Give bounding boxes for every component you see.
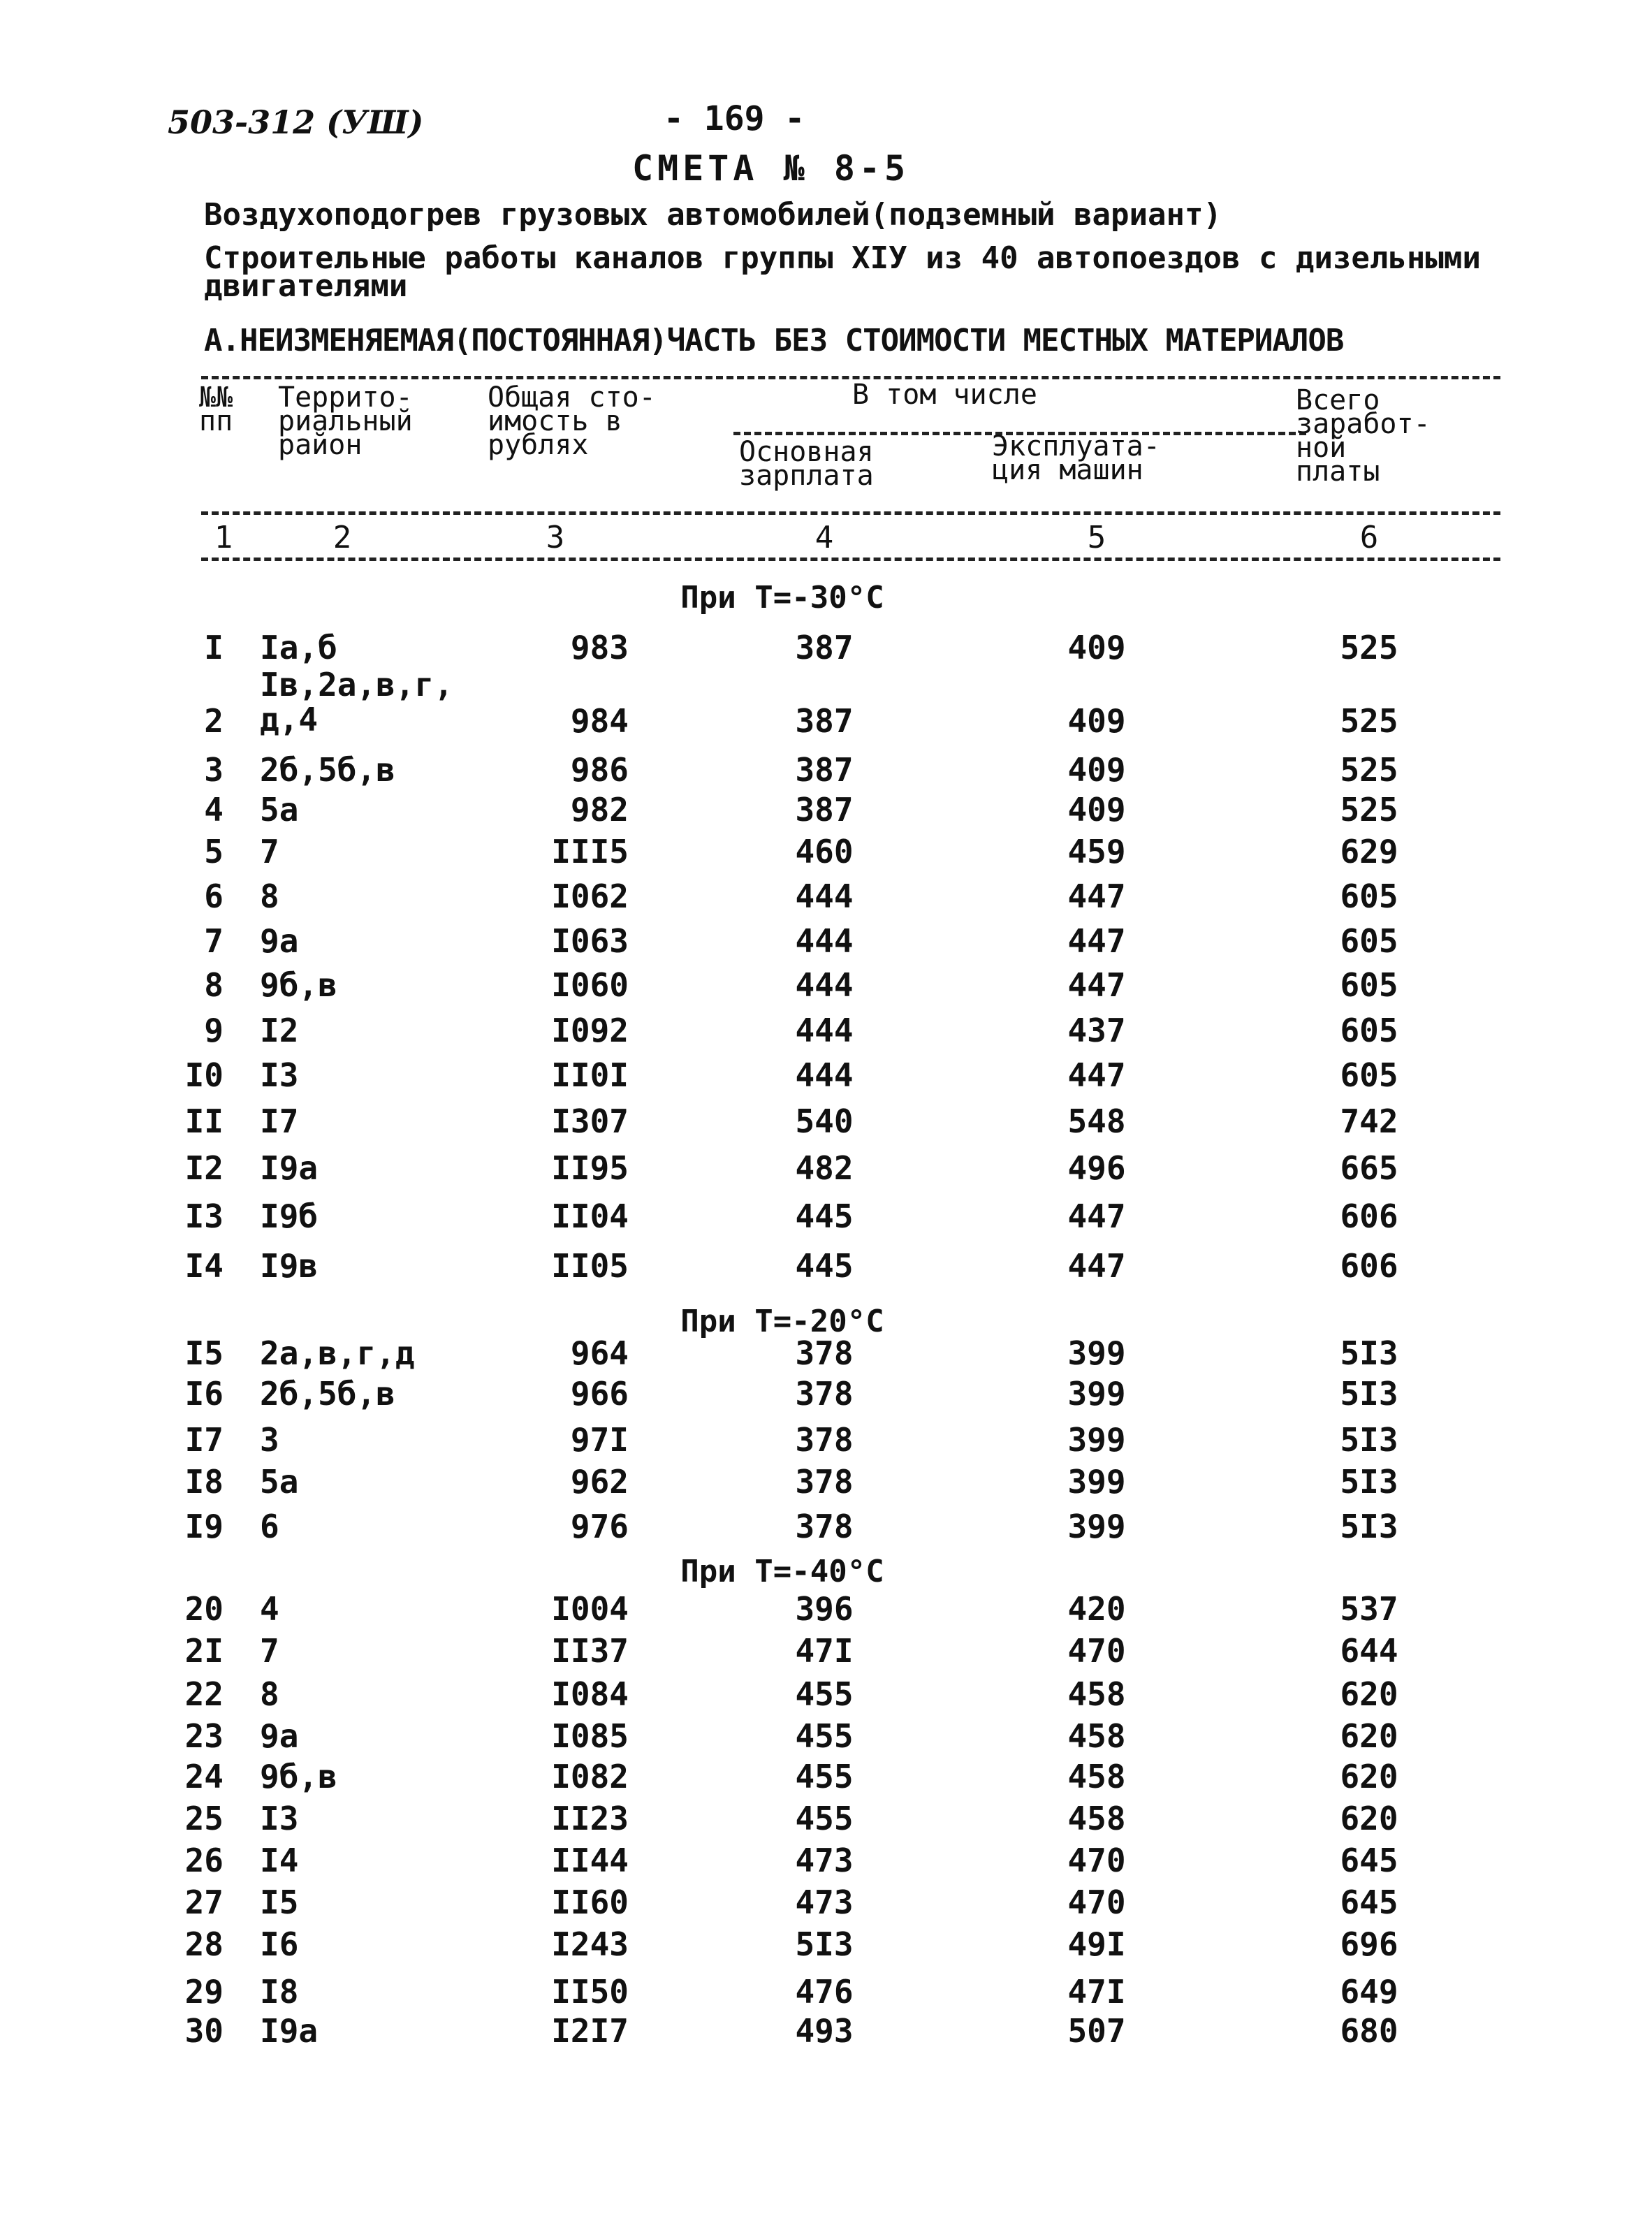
table-cell: 525 bbox=[1340, 751, 1398, 789]
table-cell: 605 bbox=[1340, 1012, 1398, 1049]
table-row bbox=[0, 966, 1652, 1008]
section-heading: А.НЕИЗМЕНЯЕМАЯ(ПОСТОЯННАЯ)ЧАСТЬ БЕЗ СТОИМОСТИ МЕСТНЫХ МАТЕРИАЛОВ bbox=[204, 323, 1344, 358]
table-cell: 399 bbox=[1067, 1508, 1126, 1545]
table-cell: 409 bbox=[1067, 629, 1126, 666]
table-cell: 458 bbox=[1067, 1717, 1126, 1755]
table-row bbox=[0, 877, 1652, 919]
table-cell: 2б,5б,в bbox=[260, 751, 395, 789]
table-cell: 605 bbox=[1340, 966, 1398, 1004]
table-cell: 409 bbox=[1067, 702, 1126, 740]
table-cell: 986 bbox=[570, 751, 629, 789]
table-cell: 964 bbox=[570, 1334, 629, 1372]
table-cell: 645 bbox=[1340, 1842, 1398, 1879]
table-cell: I085 bbox=[551, 1717, 629, 1755]
table-cell: 525 bbox=[1340, 791, 1398, 829]
header-bottom-rule bbox=[201, 511, 1500, 515]
table-cell: II50 bbox=[551, 1973, 629, 2011]
table-cell: II95 bbox=[551, 1149, 629, 1187]
table-cell: I3 bbox=[260, 1056, 299, 1094]
table-row bbox=[0, 1758, 1652, 1800]
table-cell: 437 bbox=[1067, 1012, 1126, 1049]
table-cell: 5а bbox=[260, 791, 299, 829]
document-code bbox=[168, 103, 423, 141]
table-cell: 399 bbox=[1067, 1334, 1126, 1372]
table-row bbox=[0, 922, 1652, 964]
table-cell: 966 bbox=[570, 1375, 629, 1413]
table-cell: 447 bbox=[1067, 1247, 1126, 1285]
header-total-cost: Общая сто- имость в рублях bbox=[488, 381, 656, 461]
table-cell: 493 bbox=[795, 2012, 854, 2050]
table-cell: I063 bbox=[551, 922, 629, 960]
table-cell: 387 bbox=[795, 791, 854, 829]
table-row bbox=[0, 1717, 1652, 1759]
column-number-6: 6 bbox=[1359, 520, 1379, 555]
table-cell: 620 bbox=[1340, 1800, 1398, 1837]
table-cell: 444 bbox=[795, 877, 854, 915]
table-cell: II bbox=[184, 1102, 224, 1140]
table-cell: 629 bbox=[1340, 833, 1398, 870]
table-cell: 458 bbox=[1067, 1758, 1126, 1795]
table-cell: 447 bbox=[1067, 1056, 1126, 1094]
table-cell: 20 bbox=[184, 1590, 224, 1628]
column-number-4: 4 bbox=[814, 520, 834, 555]
table-cell: 5а bbox=[260, 1463, 299, 1501]
table-cell: 6 bbox=[260, 1508, 279, 1545]
table-cell: 24 bbox=[184, 1758, 224, 1795]
table-cell: 30 bbox=[184, 2012, 224, 2050]
table-cell: I9в bbox=[260, 1247, 319, 1285]
table-cell: 962 bbox=[570, 1463, 629, 1501]
table-cell: 460 bbox=[795, 833, 854, 870]
table-cell: 470 bbox=[1067, 1883, 1126, 1921]
table-cell: I6 bbox=[184, 1375, 224, 1413]
table-cell: 9 bbox=[204, 1012, 224, 1049]
colnum-bottom-rule bbox=[201, 558, 1500, 561]
table-row bbox=[0, 1197, 1652, 1239]
table-cell: 645 bbox=[1340, 1883, 1398, 1921]
table-cell: 476 bbox=[795, 1973, 854, 2011]
column-number-5: 5 bbox=[1087, 520, 1106, 555]
table-cell: 378 bbox=[795, 1375, 854, 1413]
table-cell: Iв,2а,в,г, д,4 bbox=[260, 666, 453, 738]
table-row bbox=[0, 1590, 1652, 1632]
temperature-group-label: При Т=-20°С bbox=[680, 1304, 884, 1339]
table-cell: I6 bbox=[260, 1925, 299, 1963]
table-cell: 4 bbox=[260, 1590, 279, 1628]
table-cell: 482 bbox=[795, 1149, 854, 1187]
table-row bbox=[0, 1463, 1652, 1505]
table-row bbox=[0, 791, 1652, 833]
table-cell: 5I3 bbox=[1340, 1334, 1398, 1372]
page-number: - 169 - bbox=[664, 99, 805, 138]
table-cell: 445 bbox=[795, 1247, 854, 1285]
table-cell: I4 bbox=[260, 1842, 299, 1879]
table-cell: 455 bbox=[795, 1675, 854, 1713]
table-cell: 444 bbox=[795, 1056, 854, 1094]
document-code-number: 503-312 bbox=[168, 103, 316, 141]
table-cell: 9а bbox=[260, 1717, 299, 1755]
table-cell: 409 bbox=[1067, 791, 1126, 829]
table-cell: 696 bbox=[1340, 1925, 1398, 1963]
table-cell: 605 bbox=[1340, 922, 1398, 960]
header-machine-operation: Эксплуата- ция машин bbox=[992, 430, 1160, 486]
table-cell: 458 bbox=[1067, 1675, 1126, 1713]
table-cell: 606 bbox=[1340, 1197, 1398, 1235]
table-cell: I5 bbox=[260, 1883, 299, 1921]
table-cell: 455 bbox=[795, 1717, 854, 1755]
table-cell: 23 bbox=[184, 1717, 224, 1755]
table-cell: 983 bbox=[570, 629, 629, 666]
table-cell: 984 bbox=[570, 702, 629, 740]
table-cell: I092 bbox=[551, 1012, 629, 1049]
table-row bbox=[0, 666, 1652, 744]
table-cell: 459 bbox=[1067, 833, 1126, 870]
table-row bbox=[0, 1632, 1652, 1674]
table-cell: I2 bbox=[260, 1012, 299, 1049]
table-row bbox=[0, 1925, 1652, 1967]
table-cell: Iа,б bbox=[260, 629, 337, 666]
table-cell: 455 bbox=[795, 1800, 854, 1837]
table-cell: 2I bbox=[184, 1632, 224, 1670]
table-cell: 742 bbox=[1340, 1102, 1398, 1140]
table-cell: 399 bbox=[1067, 1421, 1126, 1459]
table-cell: I004 bbox=[551, 1590, 629, 1628]
header-total-wage: Всего заработ- ной платы bbox=[1296, 384, 1431, 488]
table-cell: I5 bbox=[184, 1334, 224, 1372]
table-cell: 5I3 bbox=[1340, 1463, 1398, 1501]
table-cell: II37 bbox=[551, 1632, 629, 1670]
table-cell: II04 bbox=[551, 1197, 629, 1235]
table-cell: 665 bbox=[1340, 1149, 1398, 1187]
table-cell: 399 bbox=[1067, 1375, 1126, 1413]
works-description: Строительные работы каналов группы XIУ из 40 автопоездов с дизельными двигателями bbox=[204, 240, 1481, 304]
table-cell: I7 bbox=[260, 1102, 299, 1140]
table-cell: II23 bbox=[551, 1800, 629, 1837]
table-cell: I7 bbox=[184, 1421, 224, 1459]
table-cell: 29 bbox=[184, 1973, 224, 2011]
table-cell: 473 bbox=[795, 1842, 854, 1879]
header-num: №№ пп bbox=[199, 381, 233, 437]
column-number-2: 2 bbox=[332, 520, 352, 555]
table-cell: 680 bbox=[1340, 2012, 1398, 2050]
table-cell: I9б bbox=[260, 1197, 319, 1235]
table-cell: 620 bbox=[1340, 1675, 1398, 1713]
table-cell: 9б,в bbox=[260, 1758, 337, 1795]
table-cell: 444 bbox=[795, 1012, 854, 1049]
table-row bbox=[0, 1102, 1652, 1144]
table-cell: 420 bbox=[1067, 1590, 1126, 1628]
table-cell: 5I3 bbox=[1340, 1375, 1398, 1413]
table-cell: 47I bbox=[795, 1632, 854, 1670]
table-row bbox=[0, 1056, 1652, 1098]
table-row bbox=[0, 2012, 1652, 2054]
table-cell: 27 bbox=[184, 1883, 224, 1921]
table-cell: 605 bbox=[1340, 877, 1398, 915]
table-cell: 444 bbox=[795, 966, 854, 1004]
temperature-group-label: При Т=-30°С bbox=[680, 580, 884, 615]
table-cell: I082 bbox=[551, 1758, 629, 1795]
table-cell: I8 bbox=[184, 1463, 224, 1501]
table-cell: 982 bbox=[570, 791, 629, 829]
table-row bbox=[0, 1375, 1652, 1417]
table-cell: 2а,в,г,д bbox=[260, 1334, 415, 1372]
table-cell: 620 bbox=[1340, 1758, 1398, 1795]
table-cell: 47I bbox=[1067, 1973, 1126, 2011]
table-cell: 9а bbox=[260, 922, 299, 960]
table-cell: 605 bbox=[1340, 1056, 1398, 1094]
table-cell: 387 bbox=[795, 751, 854, 789]
table-cell: 399 bbox=[1067, 1463, 1126, 1501]
table-top-rule bbox=[201, 376, 1500, 379]
table-cell: I062 bbox=[551, 877, 629, 915]
table-cell: 8 bbox=[204, 966, 224, 1004]
table-cell: 2 bbox=[204, 702, 224, 740]
table-cell: 525 bbox=[1340, 702, 1398, 740]
table-row bbox=[0, 1675, 1652, 1717]
table-cell: 525 bbox=[1340, 629, 1398, 666]
table-cell: 447 bbox=[1067, 966, 1126, 1004]
estimate-title: СМЕТА № 8-5 bbox=[632, 148, 910, 189]
table-cell: 447 bbox=[1067, 877, 1126, 915]
table-cell: 8 bbox=[260, 877, 279, 915]
table-cell: 496 bbox=[1067, 1149, 1126, 1187]
table-cell: 8 bbox=[260, 1675, 279, 1713]
table-row bbox=[0, 1012, 1652, 1054]
table-cell: 7 bbox=[260, 833, 279, 870]
table-cell: 473 bbox=[795, 1883, 854, 1921]
table-cell: 25 bbox=[184, 1800, 224, 1837]
table-cell: 5I3 bbox=[1340, 1508, 1398, 1545]
table-cell: 4 bbox=[204, 791, 224, 829]
table-cell: 455 bbox=[795, 1758, 854, 1795]
table-cell: 537 bbox=[1340, 1590, 1398, 1628]
table-cell: I3 bbox=[184, 1197, 224, 1235]
table-row bbox=[0, 751, 1652, 793]
table-cell: 548 bbox=[1067, 1102, 1126, 1140]
table-cell: II44 bbox=[551, 1842, 629, 1879]
table-cell: 5I3 bbox=[795, 1925, 854, 1963]
header-base-wage: Основная зарплата bbox=[739, 436, 874, 492]
table-row bbox=[0, 833, 1652, 875]
table-cell: 7 bbox=[260, 1632, 279, 1670]
table-row bbox=[0, 1421, 1652, 1463]
table-cell: 22 bbox=[184, 1675, 224, 1713]
header-region: Террито- риальный район bbox=[278, 381, 413, 461]
table-cell: I bbox=[204, 629, 224, 666]
table-cell: I9а bbox=[260, 2012, 319, 2050]
table-cell: I2I7 bbox=[551, 2012, 629, 2050]
table-cell: 409 bbox=[1067, 751, 1126, 789]
header-including: В том числе bbox=[852, 379, 1037, 411]
table-cell: I307 bbox=[551, 1102, 629, 1140]
table-cell: 458 bbox=[1067, 1800, 1126, 1837]
table-cell: 3 bbox=[204, 751, 224, 789]
table-cell: 378 bbox=[795, 1421, 854, 1459]
table-cell: 378 bbox=[795, 1334, 854, 1372]
table-cell: 447 bbox=[1067, 922, 1126, 960]
table-row bbox=[0, 1883, 1652, 1925]
table-cell: I9 bbox=[184, 1508, 224, 1545]
table-cell: 5 bbox=[204, 833, 224, 870]
table-cell: 387 bbox=[795, 629, 854, 666]
table-cell: I8 bbox=[260, 1973, 299, 2011]
table-cell: 644 bbox=[1340, 1632, 1398, 1670]
table-cell: I3 bbox=[260, 1800, 299, 1837]
table-cell: 976 bbox=[570, 1508, 629, 1545]
table-cell: 6 bbox=[204, 877, 224, 915]
table-row bbox=[0, 1247, 1652, 1289]
table-cell: I2 bbox=[184, 1149, 224, 1187]
table-row bbox=[0, 1973, 1652, 2015]
table-cell: 606 bbox=[1340, 1247, 1398, 1285]
table-row bbox=[0, 1149, 1652, 1191]
table-cell: 470 bbox=[1067, 1842, 1126, 1879]
table-cell: 396 bbox=[795, 1590, 854, 1628]
table-cell: 5I3 bbox=[1340, 1421, 1398, 1459]
table-cell: 49I bbox=[1067, 1925, 1126, 1963]
table-cell: 620 bbox=[1340, 1717, 1398, 1755]
table-cell: 507 bbox=[1067, 2012, 1126, 2050]
table-cell: 2б,5б,в bbox=[260, 1375, 395, 1413]
column-number-3: 3 bbox=[546, 520, 565, 555]
table-cell: 447 bbox=[1067, 1197, 1126, 1235]
table-cell: 445 bbox=[795, 1197, 854, 1235]
table-cell: I243 bbox=[551, 1925, 629, 1963]
table-cell: 378 bbox=[795, 1508, 854, 1545]
table-cell: 649 bbox=[1340, 1973, 1398, 2011]
table-cell: 444 bbox=[795, 922, 854, 960]
table-cell: 470 bbox=[1067, 1632, 1126, 1670]
table-cell: 378 bbox=[795, 1463, 854, 1501]
table-cell: 26 bbox=[184, 1842, 224, 1879]
table-row bbox=[0, 1508, 1652, 1550]
table-cell: II0I bbox=[551, 1056, 629, 1094]
table-cell: 97I bbox=[570, 1421, 629, 1459]
table-cell: 9б,в bbox=[260, 966, 337, 1004]
table-cell: III5 bbox=[551, 833, 629, 870]
table-cell: 540 bbox=[795, 1102, 854, 1140]
document-subtitle: Воздухоподогрев грузовых автомобилей(подземный вариант) bbox=[204, 197, 1222, 233]
table-row bbox=[0, 629, 1652, 671]
table-cell: I060 bbox=[551, 966, 629, 1004]
table-row bbox=[0, 1800, 1652, 1842]
table-cell: 28 bbox=[184, 1925, 224, 1963]
table-cell: 3 bbox=[260, 1421, 279, 1459]
column-number-1: 1 bbox=[214, 520, 233, 555]
table-cell: I0 bbox=[184, 1056, 224, 1094]
temperature-group-label: При Т=-40°С bbox=[680, 1554, 884, 1589]
table-cell: I084 bbox=[551, 1675, 629, 1713]
table-cell: 387 bbox=[795, 702, 854, 740]
table-cell: I9а bbox=[260, 1149, 319, 1187]
table-cell: II60 bbox=[551, 1883, 629, 1921]
table-cell: I4 bbox=[184, 1247, 224, 1285]
table-cell: 7 bbox=[204, 922, 224, 960]
table-row bbox=[0, 1334, 1652, 1376]
table-cell: II05 bbox=[551, 1247, 629, 1285]
table-row bbox=[0, 1842, 1652, 1883]
document-code-part: (УШ) bbox=[326, 103, 424, 141]
